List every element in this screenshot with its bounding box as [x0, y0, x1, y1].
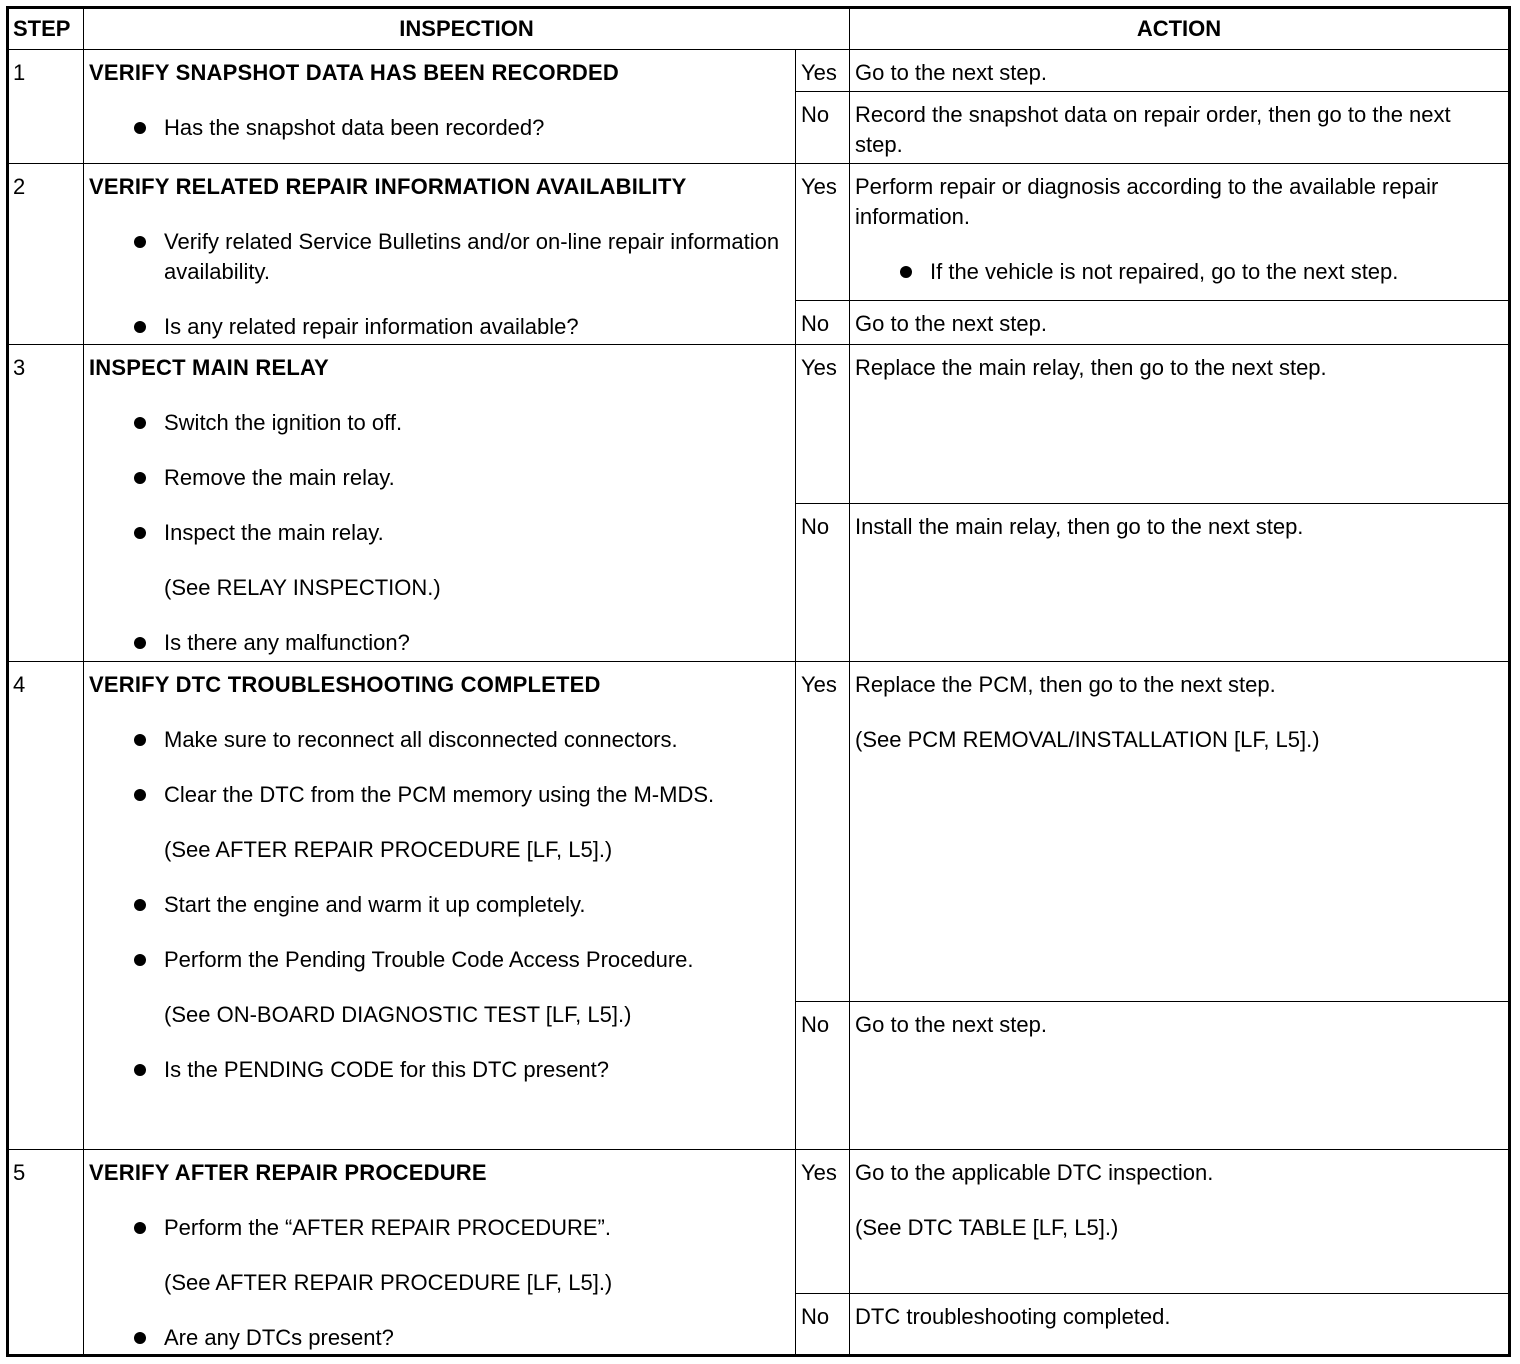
inspection-cell — [84, 1150, 796, 1356]
reference-text: (See PCM REMOVAL/INSTALLATION [LF, L5].) — [855, 727, 1320, 752]
inspection-header: INSPECTION — [84, 8, 850, 50]
yes-action-cell — [850, 164, 1510, 301]
list-item: Has the snapshot data been recorded? — [89, 113, 785, 143]
list-item: Remove the main relay. — [89, 463, 785, 493]
table-row — [8, 662, 1510, 1002]
bullet-icon — [134, 236, 146, 248]
bullet-icon — [900, 266, 912, 278]
bullet-icon — [134, 637, 146, 649]
bullet-icon — [134, 954, 146, 966]
no-label: No — [796, 504, 850, 662]
reference-text: (See AFTER REPAIR PROCEDURE [LF, L5].) — [164, 1270, 613, 1295]
step-number: 4 — [8, 662, 84, 1150]
bullet-icon — [134, 1222, 146, 1234]
no-label: No — [796, 301, 850, 345]
list-item: Is the PENDING CODE for this DTC present? — [89, 1055, 785, 1085]
list-item: Perform the “AFTER REPAIR PROCEDURE”. — [89, 1213, 785, 1243]
action-header: ACTION — [850, 8, 1510, 50]
yes-action-cell — [850, 1150, 1510, 1294]
step-number: 5 — [8, 1150, 84, 1356]
inspection-cell — [84, 345, 796, 662]
yes-label: Yes — [796, 662, 850, 1002]
inspection-title: VERIFY SNAPSHOT DATA HAS BEEN RECORDED — [89, 60, 619, 85]
table-row — [8, 1150, 1510, 1294]
table-row — [8, 50, 1510, 92]
bullet-icon — [134, 734, 146, 746]
table-row — [8, 164, 1510, 301]
inspection-title: INSPECT MAIN RELAY — [89, 355, 329, 380]
yes-label: Yes — [796, 164, 850, 301]
yes-label: Yes — [796, 50, 850, 92]
no-label: No — [796, 92, 850, 164]
inspection-cell — [84, 164, 796, 345]
yes-action: Go to the next step. — [850, 50, 1510, 92]
table-row — [8, 345, 1510, 504]
list-item: Verify related Service Bulletins and/or on-line repair information availability. — [89, 227, 785, 287]
list-item: If the vehicle is not repaired, go to the next step. — [855, 257, 1498, 287]
bullet-icon — [134, 1064, 146, 1076]
reference-text: (See AFTER REPAIR PROCEDURE [LF, L5].) — [164, 837, 613, 862]
yes-action: Replace the PCM, then go to the next step. — [855, 672, 1276, 697]
list-item: Switch the ignition to off. — [89, 408, 785, 438]
step-number: 3 — [8, 345, 84, 662]
list-item: Make sure to reconnect all disconnected connectors. — [89, 725, 785, 755]
no-action: Install the main relay, then go to the next step. — [850, 504, 1510, 662]
reference-text: (See ON-BOARD DIAGNOSTIC TEST [LF, L5].) — [164, 1002, 632, 1027]
yes-action: Replace the main relay, then go to the next step. — [850, 345, 1510, 504]
inspection-title: VERIFY DTC TROUBLESHOOTING COMPLETED — [89, 672, 601, 697]
header-row — [8, 8, 1510, 50]
procedure-table-wrapper — [6, 6, 1511, 1357]
reference-text: (See RELAY INSPECTION.) — [164, 575, 441, 600]
bullet-icon — [134, 789, 146, 801]
inspection-cell — [84, 50, 796, 164]
yes-action: Perform repair or diagnosis according to the available repair information. — [855, 174, 1439, 229]
inspection-title: VERIFY AFTER REPAIR PROCEDURE — [89, 1160, 487, 1185]
list-item: Inspect the main relay. — [89, 518, 785, 548]
no-action: Go to the next step. — [850, 301, 1510, 345]
list-item: Is any related repair information available? — [89, 312, 785, 342]
no-label: No — [796, 1002, 850, 1150]
step-number: 1 — [8, 50, 84, 164]
bullet-icon — [134, 1332, 146, 1344]
bullet-icon — [134, 122, 146, 134]
step-number: 2 — [8, 164, 84, 345]
bullet-icon — [134, 527, 146, 539]
list-item: Is there any malfunction? — [89, 628, 785, 658]
step-header: STEP — [8, 8, 84, 50]
yes-label: Yes — [796, 345, 850, 504]
no-label: No — [796, 1294, 850, 1356]
yes-label: Yes — [796, 1150, 850, 1294]
list-item: Perform the Pending Trouble Code Access Procedure. — [89, 945, 785, 975]
inspection-title: VERIFY RELATED REPAIR INFORMATION AVAILABILITY — [89, 174, 687, 199]
list-item: Clear the DTC from the PCM memory using the M-MDS. — [89, 780, 785, 810]
no-action: Record the snapshot data on repair order, then go to the next step. — [850, 92, 1510, 164]
bullet-icon — [134, 417, 146, 429]
list-item: Are any DTCs present? — [89, 1323, 785, 1353]
bullet-icon — [134, 472, 146, 484]
diagnostic-procedure-table — [6, 6, 1511, 1357]
yes-action-cell — [850, 662, 1510, 1002]
yes-action: Go to the applicable DTC inspection. — [855, 1160, 1214, 1185]
bullet-icon — [134, 321, 146, 333]
bullet-icon — [134, 899, 146, 911]
reference-text: (See DTC TABLE [LF, L5].) — [855, 1215, 1119, 1240]
inspection-cell — [84, 662, 796, 1150]
no-action: DTC troubleshooting completed. — [850, 1294, 1510, 1356]
no-action: Go to the next step. — [850, 1002, 1510, 1150]
list-item: Start the engine and warm it up completely. — [89, 890, 785, 920]
